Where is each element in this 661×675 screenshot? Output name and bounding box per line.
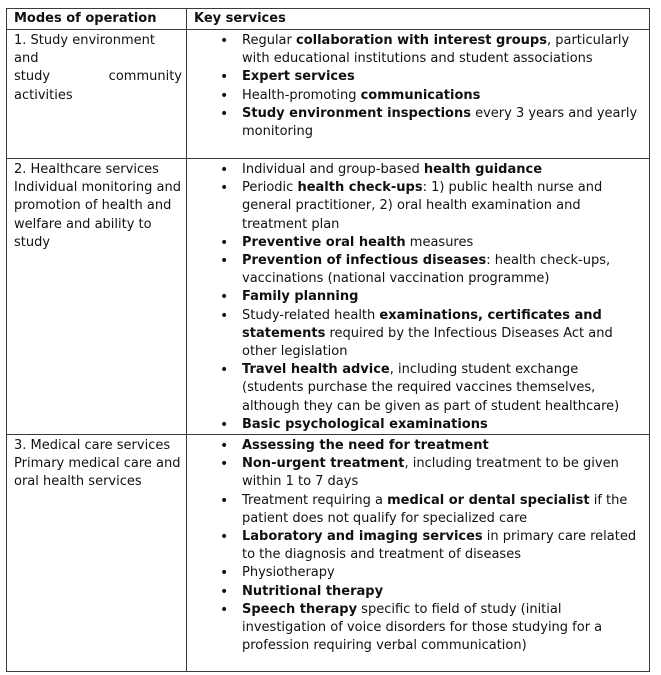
mode-title: 1. Study environment and (14, 33, 155, 67)
services-table (6, 8, 650, 672)
list-item (242, 161, 643, 179)
services-list (194, 32, 643, 141)
table-row (7, 435, 650, 672)
bold-text: Laboratory and imaging services (242, 529, 483, 545)
text: Study-related health (242, 307, 380, 323)
header-row (7, 9, 650, 30)
list-item (242, 564, 643, 582)
text: measures (405, 234, 474, 250)
bold-text: Prevention of infectious diseases (242, 253, 487, 269)
bold-text: Speech therapy (242, 601, 358, 617)
text: Treatment requiring a (242, 492, 388, 508)
bold-text: collaboration with interest groups (296, 33, 547, 48)
bold-text: Family planning (242, 289, 359, 305)
services-cell (187, 435, 650, 672)
bold-text: Expert services (242, 69, 355, 85)
list-item (242, 307, 643, 362)
list-item (242, 361, 643, 416)
bold-text: medical or dental specialist (387, 492, 590, 508)
list-item (242, 437, 643, 455)
mode-title-cont: study community (14, 69, 182, 85)
list-item (242, 68, 643, 86)
mode-cell (7, 435, 187, 672)
bold-text: health guidance (423, 162, 543, 177)
table-row (7, 30, 650, 159)
bold-text: Preventive oral health (242, 234, 406, 250)
bold-text: Nutritional therapy (242, 583, 384, 599)
services-list (194, 437, 643, 655)
bold-text: health check-ups (297, 180, 423, 196)
services-cell (187, 30, 650, 159)
text: specific to field of study (initial investigation of voice disorders for those studying for a profession requiring verbal communication) (242, 601, 603, 654)
text: , including student exchange (students purchase the required vaccines themselves, although they can be given as part of student healthcare) (242, 362, 620, 414)
text: : health check-ups, vaccinations (national vaccination programme) (242, 253, 611, 287)
mode-cell (7, 159, 187, 435)
list-item (242, 87, 643, 105)
bold-text: examinations, certificates and statements (242, 307, 602, 341)
bold-text: Assessing the need for treatment (242, 438, 489, 454)
list-item (242, 105, 643, 141)
text: required by the Infectious Diseases Act and other legislation (242, 325, 613, 360)
list-item (242, 234, 643, 252)
text: , particularly with educational institutions and student associations (242, 33, 630, 67)
list-item (242, 32, 643, 68)
bold-text: communications (360, 87, 481, 103)
text: , including treatment to be given within 1 to 7 days (242, 456, 619, 490)
list-item (242, 455, 643, 491)
text: every 3 years and yearly monitoring (242, 105, 638, 140)
header-modes: Modes of operation (7, 9, 187, 30)
services-list (194, 161, 643, 434)
list-item (242, 583, 643, 601)
services-cell (187, 159, 650, 435)
text: in primary care related to the diagnosis and treatment of diseases (242, 529, 637, 563)
list-item (242, 252, 643, 288)
table-row (7, 159, 650, 435)
list-item (242, 492, 643, 528)
bold-text: Non-urgent treatment (242, 456, 405, 472)
text: Regular (242, 33, 296, 48)
list-item (242, 528, 643, 564)
text: Individual and group-based (242, 162, 424, 177)
list-item (242, 601, 643, 656)
mode-title: 3. Medical care services (14, 438, 171, 454)
list-item (242, 179, 643, 234)
text: : 1) public health nurse and general practitioner, 2) oral health examination and treatment plan (242, 180, 603, 232)
bold-text: Travel health advice (242, 362, 390, 378)
bold-text: Basic psychological examinations (242, 416, 488, 432)
text: if the patient does not qualify for specialized care (242, 492, 628, 526)
mode-title: 2. Healthcare services (14, 162, 159, 177)
text: Physiotherapy (242, 565, 335, 581)
mode-description: Individual monitoring and promotion of health and welfare and ability to study (14, 180, 182, 250)
text: Periodic (242, 180, 298, 196)
list-item (242, 416, 643, 434)
mode-description: Primary medical care and oral health services (14, 456, 181, 490)
text: Health-promoting (242, 87, 361, 103)
header-key-services: Key services (187, 9, 650, 30)
mode-cell (7, 30, 187, 159)
bold-text: Study environment inspections (242, 105, 471, 121)
list-item (242, 288, 643, 306)
mode-title-cont: activities (14, 87, 73, 103)
